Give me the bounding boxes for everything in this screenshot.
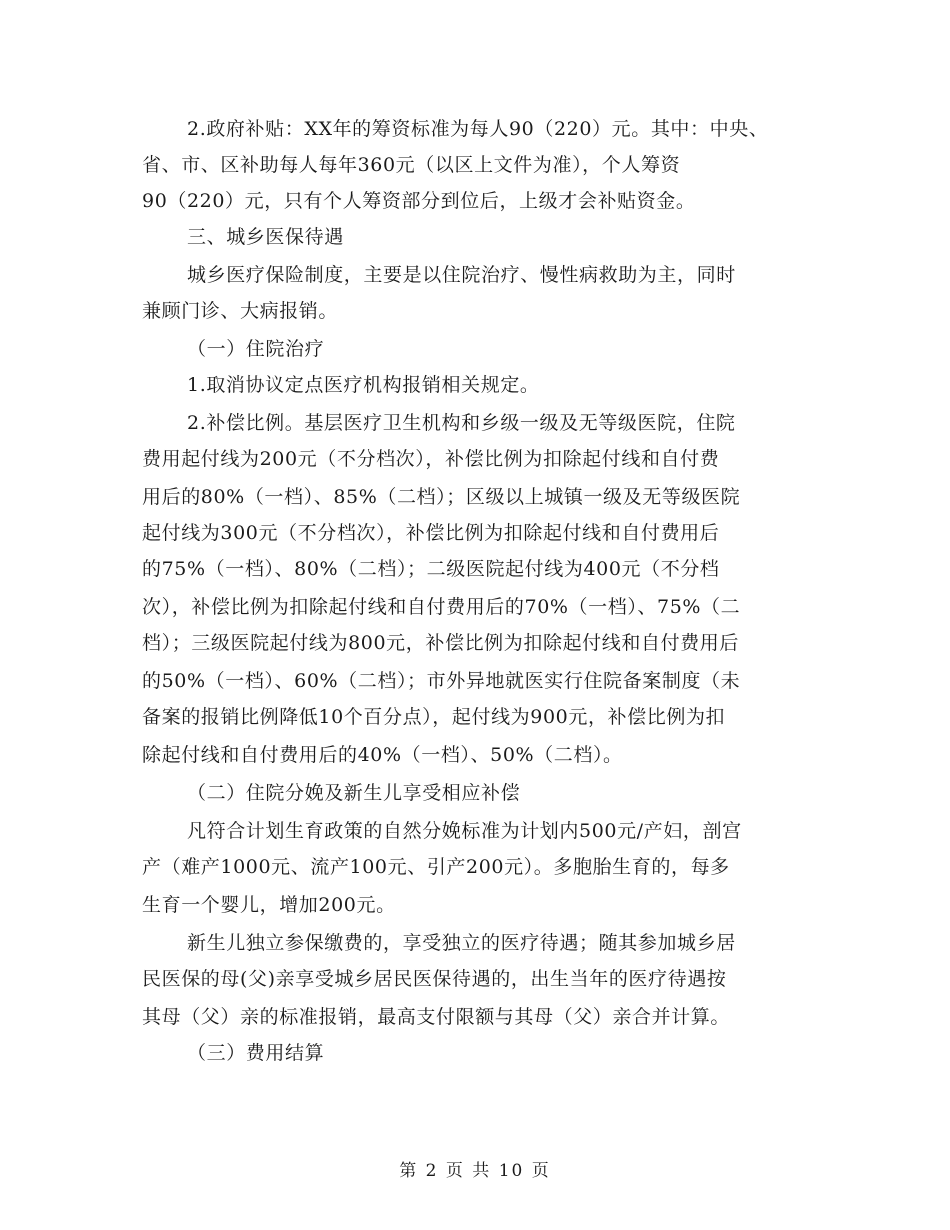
text-line-2: 省、市、区补助每人每年360元（以区上文件为准），个人筹资 <box>142 154 681 176</box>
text-line-24: 民医保的母(父)亲享受城乡居民医保待遇的，出生当年的医疗待遇按 <box>142 968 727 990</box>
text-line-21: 产（难产1000元、流产100元、引产200元）。多胞胎生育的，每多 <box>142 856 730 878</box>
subsection-heading-3: （三）费用结算 <box>187 1042 325 1064</box>
text-line-23: 新生儿独立参保缴费的，享受独立的医疗待遇；随其参加城乡居 <box>187 932 736 954</box>
text-line-8: 1.取消协议定点医疗机构报销相关规定。 <box>187 374 540 396</box>
text-line-18: 除起付线和自付费用后的40%（一档）、50%（二档）。 <box>142 744 623 766</box>
text-line-9: 2.补偿比例。基层医疗卫生机构和乡级一级及无等级医院，住院 <box>187 412 736 434</box>
text-line-10: 费用起付线为200元（不分档次），补偿比例为扣除起付线和自付费 <box>142 448 720 470</box>
text-line-25: 其母（父）亲的标准报销，最高支付限额与其母（父）亲合并计算。 <box>142 1006 731 1028</box>
text-line-13: 的75%（一档）、80%（二档）；二级医院起付线为400元（不分档 <box>142 558 720 580</box>
text-line-11: 用后的80%（一档）、85%（二档）；区级以上城镇一级及无等级医院 <box>142 486 741 508</box>
text-line-1: 2.政府补贴：XX年的筹资标准为每人90（220）元。其中：中央、 <box>187 118 769 140</box>
text-line-15: 档）；三级医院起付线为800元，补偿比例为扣除起付线和自付费用后 <box>142 632 739 654</box>
text-line-3: 90（220）元，只有个人筹资部分到位后，上级才会补贴资金。 <box>142 190 696 212</box>
text-line-6: 兼顾门诊、大病报销。 <box>142 300 339 322</box>
text-line-5: 城乡医疗保险制度，主要是以住院治疗、慢性病救助为主，同时 <box>187 264 736 286</box>
text-line-17: 备案的报销比例降低10个百分点），起付线为900元，补偿比例为扣 <box>142 706 726 728</box>
subsection-heading-2: （二）住院分娩及新生儿享受相应补偿 <box>187 782 521 804</box>
subsection-heading-1: （一）住院治疗 <box>187 338 325 360</box>
text-line-12: 起付线为300元（不分档次），补偿比例为扣除起付线和自付费用后 <box>142 522 720 544</box>
text-line-20: 凡符合计划生育政策的自然分娩标准为计划内500元/产妇，剖宫 <box>187 820 742 842</box>
text-line-16: 的50%（一档）、60%（二档）；市外异地就医实行住院备案制度（未 <box>142 670 741 692</box>
text-line-22: 生育一个婴儿，增加200元。 <box>142 894 396 916</box>
section-heading-3: 三、城乡医保待遇 <box>187 226 344 248</box>
page-number-footer: 第 2 页 共 10 页 <box>399 1161 551 1181</box>
text-line-14: 次），补偿比例为扣除起付线和自付费用后的70%（一档）、75%（二 <box>142 596 741 618</box>
